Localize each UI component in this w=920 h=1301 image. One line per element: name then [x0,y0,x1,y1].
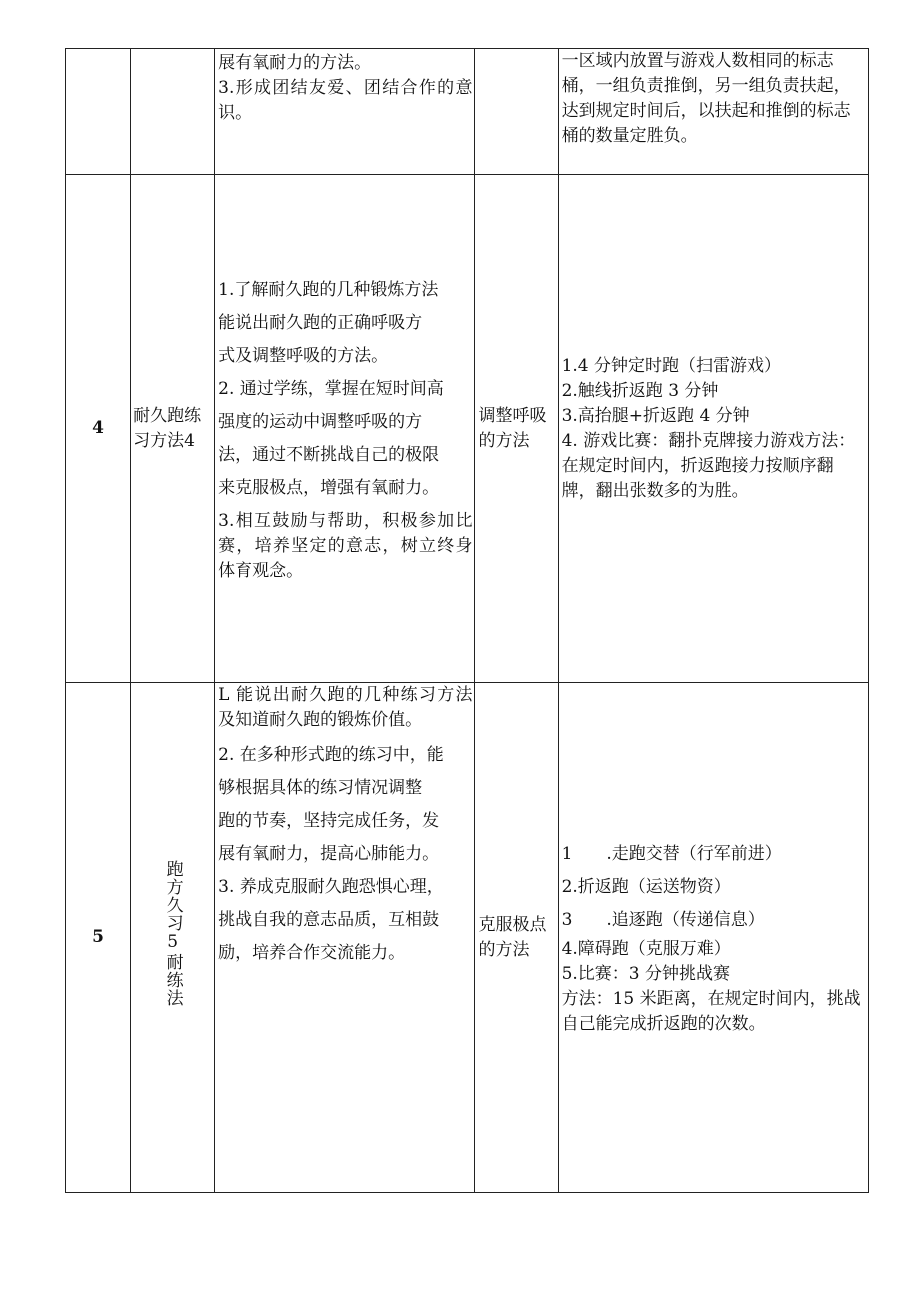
lesson-key-point [475,49,558,175]
lesson-goals [215,683,475,1193]
goal-text: 2. 在多种形式跑的练习中，能 [218,745,444,765]
goal-text: 励，培养合作交流能力。 [218,943,406,963]
content-text: 一区域内放置与游戏人数相同的标志桶，一组负责推倒，另一组负责扶起，达到规定时间后，以扶起和推倒的标志桶的数量定胜负。 [561,51,851,146]
content-text: 1.4 分钟定时跑（扫雷游戏） [561,355,782,376]
goal-text: 来克服极点，增强有氧耐力。 [218,477,440,498]
goal-text: 1.了解耐久跑的几种锻炼方法 [218,279,439,300]
content-text: 2.触线折返跑 3 分钟 [561,380,719,401]
content-text: 5.比赛：3 分钟挑战赛 [561,964,731,984]
content-text: 1 .走跑交替（行军前进） [561,844,782,864]
lesson-goals [215,175,475,683]
lesson-content [558,683,868,1193]
goal-text: 2. 通过学练，掌握在短时间高 [218,378,444,399]
goal-text: 3.相互鼓励与帮助，积极参加比赛，培养坚定的意志，树立终身体育观念。 [218,510,473,581]
lesson-content [558,49,868,175]
goal-text: 展有氧耐力，提高心肺能力。 [218,844,440,864]
lesson-key-point: 调整呼吸的方法 [475,175,558,683]
lesson-plan-table [65,48,869,1193]
goal-text: 跑的节奏，坚持完成任务，发 [218,811,440,831]
content-text: 方法：15 米距离，在规定时间内，挑战自己能完成折返跑的次数。 [561,989,861,1034]
goal-text: 展有氧耐力的方法。 [218,53,372,73]
lesson-key-point: 克服极点的方法 [475,683,558,1193]
content-text: 2.折返跑（运送物资） [561,877,731,897]
lesson-title [131,683,215,1193]
lesson-content [558,175,868,683]
goal-text: L 能说出耐久跑的几种练习方法及知道耐久跑的锻炼价值。 [218,685,473,730]
goal-text: 3. 养成克服耐久跑恐惧心理， [218,877,444,897]
content-text: 3.高抬腿+折返跑 4 分钟 [561,405,750,426]
table-row [66,683,869,1193]
lesson-title: 耐久跑练习方法4 [131,175,215,683]
table-row [66,175,869,683]
content-text: 4. 游戏比赛：翻扑克牌接力游戏方法：在规定时间内，折返跑接力按顺序翻牌，翻出张数多的为胜。 [561,430,856,501]
goal-text: 能说出耐久跑的正确呼吸方 [218,312,423,333]
goal-text: 强度的运动中调整呼吸的方 [218,411,423,432]
lesson-number: 4 [66,175,131,683]
goal-text: 3.形成团结友爱、团结合作的意识。 [218,78,473,123]
goal-text: 式及调整呼吸的方法。 [218,345,389,366]
lesson-number: 5 [66,683,131,1193]
goal-text: 挑战自我的意志品质，互相鼓 [218,910,440,930]
lesson-goals [215,49,475,175]
content-text: 3 .追逐跑（传递信息） [561,910,765,930]
content-text: 4.障碍跑（克服万难） [561,939,731,959]
lesson-number [66,49,131,175]
goal-text: 够根据具体的练习情况调整 [218,778,423,798]
lesson-title [131,49,215,175]
table-row [66,49,869,175]
lesson-title-vertical: 跑方久习5耐练法 [162,860,183,1007]
goal-text: 法，通过不断挑战自己的极限 [218,444,440,465]
